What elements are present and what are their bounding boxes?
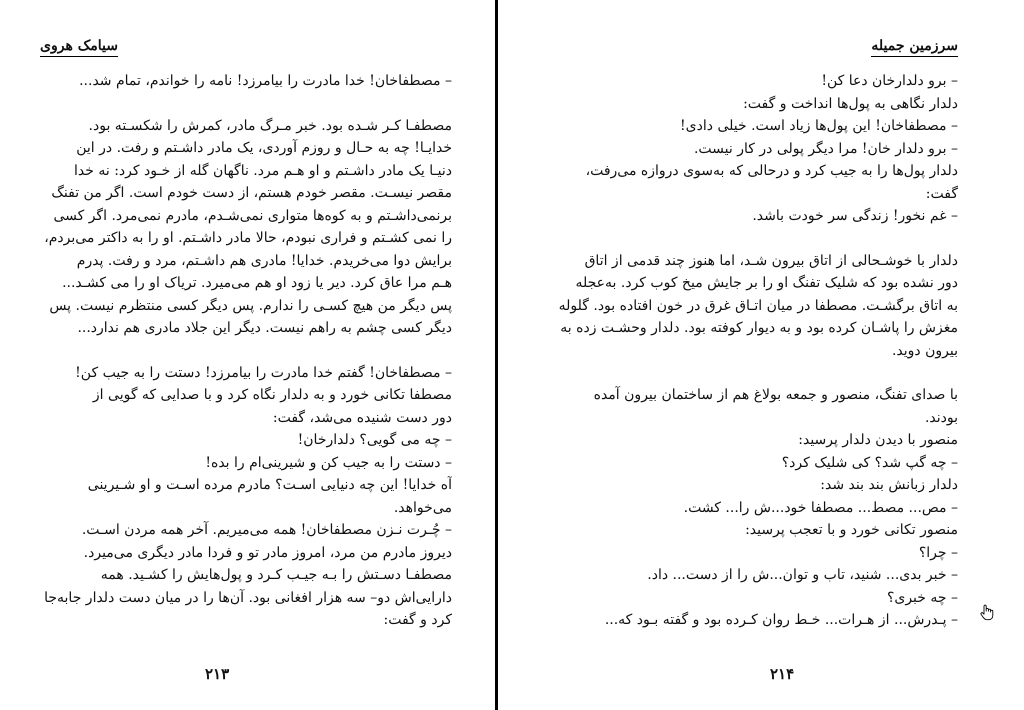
paragraph-gap	[40, 93, 452, 115]
text-line: خدایـا! چه به حـال و روزم آوردی، یک مادر داشـتم و رفت. در این	[76, 140, 452, 156]
text-line: آه خدایا! این چه دنیایی اسـت؟ مادرم مرده اسـت و او شـیرینی	[87, 477, 452, 493]
left-running-header: سیامک هروی	[40, 38, 118, 57]
text-line: – چرا؟	[918, 544, 958, 561]
left-text-block	[40, 70, 452, 632]
text-line: مقصر نیسـت. مقصر خودم هستم، از دست خودم است. اگر من تفنگ	[51, 185, 452, 201]
text-line: – برو دلدار خان! مرا دیگر پولی در کار نیست.	[693, 140, 958, 157]
text-line: – پـدرش... از هـرات... خـط روان کـرده بود و گفته بـود که...	[604, 612, 958, 628]
text-line: گفت:	[925, 185, 958, 202]
text-line: – مصطفاخان! این پول‌ها زیاد است. خیلی دادی!	[680, 118, 958, 134]
text-line: – دستت را به جیب کن و شیرینی‌ام را بده!	[205, 454, 452, 471]
text-line: دنیـا یک مادر داشـتم و او هـم مرد. ناگهان گله از خـود کرد: نه خدا	[74, 162, 452, 179]
text-line: – مصطفاخان! گفتم خدا مادرت را بیامرزد! دستت را به جیب کن!	[75, 364, 452, 381]
text-line: دلدار پول‌ها را به جیب کرد و درحالی که به‌سوی دروازه می‌رفت،	[585, 163, 958, 179]
text-line: – برو دلدارخان دعا کن!	[821, 73, 958, 89]
text-line: – مصطفاخان! خدا مادرت را بیامرزد! نامه را خواندم، تمام شد...	[79, 73, 452, 89]
text-line: دلدار نگاهی به پول‌ها انداخت و گفت:	[743, 95, 958, 112]
right-running-header: سرزمین جمیله	[871, 38, 958, 57]
text-line: دلدار با خوشـحالی از اتاق بیرون شـد، اما هنوز چند قدمی از اتاق	[584, 252, 958, 269]
text-line: مصطفـا کـر شـده بود. خبر مـرگ مادر، کمرش را شکسـته بود.	[88, 117, 452, 134]
text-line: کرد و گفت:	[383, 612, 452, 628]
right-page	[502, 0, 1024, 710]
left-page	[0, 0, 496, 710]
text-line: دیگر کسی چشم به راهم نیست. دیگر این جلاد مادری هم ندارد...	[77, 320, 452, 336]
text-line: – چه می گویی؟ دلدارخان!	[297, 432, 452, 448]
text-line: – خبر بدی... شنید، تاب و توان...ش را از دست... داد.	[647, 567, 958, 583]
text-line: هـم مرا عاق کرد. دیر یا زود او هم می‌میرد. تریاک او را می کشـد...	[62, 275, 452, 291]
right-page-number: ۲۱۴	[770, 665, 795, 683]
text-line: دارایی‌اش دو– سه هزار افغانی بود. آن‌ها را در میان دست دلدار جابه‌جا	[44, 589, 452, 606]
text-line: می‌خواهد.	[393, 499, 452, 516]
text-line: – مص... مصط... مصطفا خود...ش را... کشت.	[683, 499, 958, 516]
text-line: منصور تکانی خورد و با تعجب پرسید:	[745, 522, 958, 538]
text-line: دور نشده بود که شلیک تفنگ او را بر جایش میخ کوب کرد. به‌عجله	[575, 275, 958, 291]
text-line: – چُـرت نـزن مصطفاخان! همه می‌میریم. آخر همه مردن اسـت.	[81, 522, 452, 538]
text-line: مصطفـا دسـتش را بـه جیـب کـرد و پول‌هایش را کشـید. همه	[100, 567, 452, 583]
left-page-number: ۲۱۳	[205, 665, 230, 683]
text-line: با صدای تفنگ، منصور و جمعه بولاغ هم از ساختمان بیرون آمده	[593, 387, 958, 403]
text-line: – غم نخور! زندگی سر خودت باشد.	[752, 208, 958, 224]
hand-pointer-icon	[978, 603, 996, 621]
text-line: پس دیگر من هیچ کسـی را ندارم. پس دیگر کسی منتظرم نیست. پس	[49, 297, 452, 314]
text-line: – چه خبری؟	[886, 589, 958, 606]
text-line: برنمی‌داشـتم و به کوه‌ها متواری نمی‌شـدم، مادرم نمی‌مرد. اگر کسی	[53, 207, 452, 224]
text-line: بودند.	[924, 409, 958, 426]
text-line: به اتاق برگشـت. مصطفا در میان اتـاق غرق در خون افتاده بود. گلوله	[558, 297, 958, 314]
text-line: منصور با دیدن دلدار پرسید:	[798, 432, 958, 448]
text-line: دلدار زبانش بند بند شد:	[820, 477, 958, 493]
text-line: مغزش را پاشـان کرده بود و به دیوار کوفته بود. دلدار وحشـت زده به	[560, 320, 958, 336]
text-line: را نمی کشـتم و فراری نبودم، حالا مادر داشـتم. او را به داکتر می‌بردم،	[44, 230, 452, 246]
page-divider	[495, 0, 498, 710]
paragraph-gap	[40, 340, 452, 362]
text-line: برایش دوا می‌خریدم. خدایا! مادری هم داشـتم، مرد و رفت. پدرم	[76, 252, 452, 269]
text-line: بیرون دوید.	[891, 342, 958, 359]
paragraph-gap	[540, 228, 958, 250]
paragraph-gap	[540, 362, 958, 384]
text-line: دور دست شنیده می‌شد، گفت:	[272, 409, 452, 426]
right-text-block	[540, 70, 958, 632]
text-line: مصطفا تکانی خورد و به دلدار نگاه کرد و با صدایی که گویی از	[92, 387, 452, 403]
text-line: – چه گپ شد؟ کی شلیک کرد؟	[781, 454, 958, 471]
text-line: دیروز مادرم من مرد، امروز مادر تو و فردا مادر دیگری می‌میرد.	[83, 544, 452, 561]
